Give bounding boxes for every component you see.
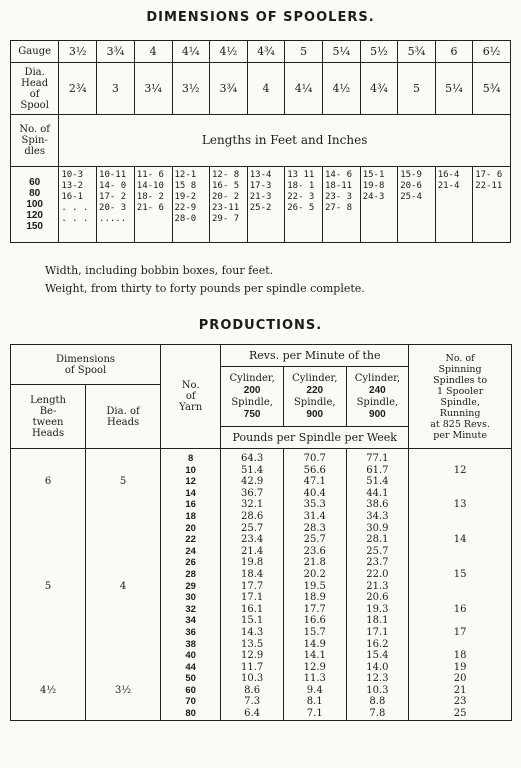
yarn-number: 24 bbox=[185, 545, 196, 557]
gauge-value: 5¼ bbox=[322, 41, 360, 63]
length-cell: 16-4 21-4 bbox=[435, 167, 473, 243]
pounds-value: 77.1 bbox=[366, 453, 389, 464]
dia-value bbox=[86, 465, 160, 477]
dia-value: 5 bbox=[119, 476, 127, 488]
dia-value bbox=[86, 615, 160, 627]
length-header: Length Be- tween Heads bbox=[11, 385, 86, 449]
length-value bbox=[11, 523, 85, 535]
length-cell: 10-11 14- 0 17- 2 20- 3 ..... bbox=[97, 167, 135, 243]
dia-value bbox=[86, 650, 160, 662]
pounds-value: 38.6 bbox=[366, 499, 389, 511]
pounds-value: 8.6 bbox=[244, 684, 261, 696]
spoolers-title: DIMENSIONS OF SPOOLERS. bbox=[146, 10, 375, 25]
length-cell: 13 11 18- 1 22- 3 26- 5 bbox=[285, 167, 323, 243]
length-value bbox=[11, 673, 85, 685]
spinning-ratio: 18 bbox=[453, 650, 467, 662]
yarn-number: 29 bbox=[185, 580, 196, 592]
gauge-value: 6 bbox=[435, 41, 473, 63]
pounds-value: 18.9 bbox=[303, 592, 326, 604]
length-cell: 13-4 17-3 21-3 25-2 bbox=[247, 167, 285, 243]
dia-value bbox=[86, 673, 160, 685]
cylinder-rpm: 200 bbox=[243, 384, 261, 396]
head-value: 2¾ bbox=[59, 63, 97, 115]
pounds-value: 36.7 bbox=[240, 487, 264, 499]
length-value bbox=[11, 511, 85, 523]
length-value: 4½ bbox=[39, 684, 57, 696]
pounds-header: Pounds per Spindle per Week bbox=[221, 427, 409, 449]
pounds-value: 14.0 bbox=[366, 661, 389, 673]
length-column bbox=[11, 449, 86, 721]
pounds-value: 42.9 bbox=[240, 476, 264, 488]
dia-value bbox=[86, 604, 160, 616]
pounds-value: 16.6 bbox=[303, 615, 326, 627]
pounds-value: 7.3 bbox=[244, 696, 261, 708]
head-value: 5¼ bbox=[435, 63, 473, 115]
cylinder-count: 900 bbox=[306, 408, 324, 420]
pounds-value: 11.3 bbox=[303, 673, 326, 685]
length-cell: 10-3 13-2 16-1 . . . . . . bbox=[59, 167, 97, 243]
yarn-number: 80 bbox=[185, 708, 196, 720]
pounds-value: 11.7 bbox=[240, 661, 264, 673]
pounds-value: 64.3 bbox=[240, 453, 264, 464]
spinning-ratio bbox=[409, 523, 511, 535]
length-cell: 11- 6 14-10 18- 2 21- 6 bbox=[134, 167, 172, 243]
pounds-value: 10.3 bbox=[240, 673, 264, 685]
pounds-value: 19.3 bbox=[366, 603, 389, 615]
spinning-ratio: 23 bbox=[453, 696, 467, 708]
cylinder-label: Cylinder, bbox=[292, 372, 338, 384]
productions-title: PRODUCTIONS. bbox=[198, 318, 323, 333]
pounds-value: 17.1 bbox=[240, 592, 264, 604]
pounds-value: 21.3 bbox=[366, 580, 389, 592]
head-label: Dia. Head of Spool bbox=[11, 63, 59, 115]
spinning-ratio bbox=[409, 639, 511, 651]
cylinder-header bbox=[283, 367, 346, 427]
gauge-value: 4 bbox=[134, 41, 172, 63]
yarn-number: 10 bbox=[185, 464, 196, 476]
length-value: 6 bbox=[44, 476, 52, 488]
spoolers-table bbox=[10, 40, 511, 243]
length-cell: 15-9 20-6 25-4 bbox=[398, 167, 436, 243]
yarn-number: 36 bbox=[185, 626, 196, 638]
head-value: 4¼ bbox=[285, 63, 323, 115]
length-value bbox=[11, 534, 85, 546]
dia-value bbox=[86, 708, 160, 720]
yarn-number: 8 bbox=[188, 453, 194, 464]
pounds-value: 19.5 bbox=[303, 580, 326, 592]
pounds-value: 20.2 bbox=[303, 568, 326, 580]
cylinder-count: 900 bbox=[369, 408, 386, 420]
dia-value bbox=[86, 488, 160, 500]
pounds-value: 32.1 bbox=[240, 499, 264, 511]
pounds-value: 6.4 bbox=[244, 708, 261, 720]
head-value: 3¼ bbox=[134, 63, 172, 115]
head-value: 4 bbox=[247, 63, 285, 115]
length-value: 5 bbox=[44, 580, 52, 592]
length-cell: 15-1 19-8 24-3 bbox=[360, 167, 398, 243]
length-value bbox=[11, 662, 85, 674]
dia-column bbox=[86, 449, 161, 721]
dia-value bbox=[86, 627, 160, 639]
dia-value bbox=[86, 696, 160, 708]
dia-header: Dia. of Heads bbox=[86, 385, 161, 449]
spinning-ratio: 25 bbox=[453, 708, 467, 720]
head-value: 3½ bbox=[172, 63, 210, 115]
gauge-label: Gauge bbox=[11, 41, 59, 63]
pounds-value: 47.1 bbox=[303, 476, 326, 488]
length-value bbox=[11, 627, 85, 639]
yarn-number: 16 bbox=[185, 499, 196, 511]
pounds-value: 14.1 bbox=[303, 650, 326, 662]
spindle-counts: 60 80 100 120 150 bbox=[11, 167, 59, 243]
pounds-value: 44.1 bbox=[366, 487, 389, 499]
length-value bbox=[11, 708, 85, 720]
spinning-ratio: 19 bbox=[453, 661, 467, 673]
yarn-number: 22 bbox=[185, 534, 196, 546]
cylinder-label: Cylinder, bbox=[354, 372, 401, 384]
head-value: 3 bbox=[97, 63, 135, 115]
dia-value bbox=[86, 662, 160, 674]
gauge-value: 5 bbox=[285, 41, 323, 63]
spinning-ratio bbox=[409, 511, 511, 523]
pounds-value: 28.3 bbox=[303, 522, 326, 534]
productions-table bbox=[10, 344, 512, 721]
yarn-number: 44 bbox=[185, 661, 196, 673]
gauge-value: 4¾ bbox=[247, 41, 285, 63]
yarn-number: 30 bbox=[185, 592, 196, 604]
yarn-number: 50 bbox=[185, 673, 196, 685]
length-value bbox=[11, 546, 85, 558]
dia-value bbox=[86, 639, 160, 651]
pounds-value: 28.1 bbox=[366, 534, 389, 546]
pounds-value: 12.3 bbox=[366, 673, 389, 685]
length-cell: 12- 8 16- 5 20- 2 23-11 29- 7 bbox=[210, 167, 248, 243]
spinning-header: No. of Spinning Spindles to 1 Spooler Spindle, Running at 825 Revs. per Minute bbox=[409, 345, 512, 449]
pounds-value: 12.9 bbox=[240, 650, 264, 662]
length-value bbox=[11, 465, 85, 477]
dimensions-header: Dimensions of Spool bbox=[11, 345, 161, 385]
spinning-ratio bbox=[409, 453, 511, 465]
c220-column bbox=[283, 449, 346, 721]
spinning-ratio: 12 bbox=[453, 464, 467, 476]
cylinder-header bbox=[346, 367, 409, 427]
cylinder-rpm: 220 bbox=[306, 384, 324, 396]
pounds-value: 7.8 bbox=[369, 708, 386, 720]
head-value: 5 bbox=[398, 63, 436, 115]
dia-value bbox=[86, 511, 160, 523]
dia-value bbox=[86, 557, 160, 569]
dia-value bbox=[86, 453, 160, 465]
yarn-number: 14 bbox=[185, 487, 196, 499]
pounds-value: 61.7 bbox=[366, 464, 389, 476]
length-value bbox=[11, 569, 85, 581]
length-value bbox=[11, 615, 85, 627]
pounds-value: 25.7 bbox=[366, 545, 389, 557]
spindles-label: No. of Spin- dles bbox=[11, 115, 59, 167]
spinning-ratio: 16 bbox=[453, 603, 467, 615]
yarn-number: 34 bbox=[185, 615, 196, 627]
spinning-column bbox=[409, 449, 512, 721]
head-value: 4½ bbox=[322, 63, 360, 115]
length-value bbox=[11, 604, 85, 616]
lengths-header: Lengths in Feet and Inches bbox=[59, 115, 511, 167]
pounds-value: 8.1 bbox=[306, 696, 323, 708]
head-value: 5¾ bbox=[473, 63, 511, 115]
gauge-value: 3½ bbox=[59, 41, 97, 63]
pounds-value: 18.4 bbox=[240, 568, 264, 580]
cylinder-rpm: 240 bbox=[369, 384, 386, 396]
pounds-value: 20.6 bbox=[366, 592, 389, 604]
pounds-value: 28.6 bbox=[240, 510, 264, 522]
pounds-value: 40.4 bbox=[303, 487, 326, 499]
dia-value: 4 bbox=[119, 580, 127, 592]
pounds-value: 15.4 bbox=[366, 650, 389, 662]
pounds-value: 13.5 bbox=[240, 638, 264, 650]
spinning-ratio bbox=[409, 476, 511, 488]
pounds-value: 19.8 bbox=[240, 557, 264, 569]
dia-value bbox=[86, 523, 160, 535]
pounds-value: 23.4 bbox=[240, 534, 264, 546]
gauge-value: 4½ bbox=[210, 41, 248, 63]
pounds-value: 25.7 bbox=[303, 534, 326, 546]
spinning-ratio bbox=[409, 615, 511, 627]
cylinder-header bbox=[221, 367, 284, 427]
yarn-number: 38 bbox=[185, 638, 196, 650]
dia-value bbox=[86, 499, 160, 511]
pounds-value: 51.4 bbox=[366, 476, 389, 488]
pounds-value: 22.0 bbox=[366, 568, 389, 580]
spinning-ratio: 17 bbox=[453, 626, 467, 638]
dia-value bbox=[86, 534, 160, 546]
pounds-value: 12.9 bbox=[303, 661, 326, 673]
length-value bbox=[11, 696, 85, 708]
dia-value bbox=[86, 569, 160, 581]
pounds-value: 25.7 bbox=[240, 522, 264, 534]
length-cell: 12-1 15 8 19-2 22-9 28-0 bbox=[172, 167, 210, 243]
pounds-value: 15.1 bbox=[240, 615, 264, 627]
yarn-column bbox=[161, 449, 221, 721]
length-value bbox=[11, 488, 85, 500]
pounds-value: 21.8 bbox=[303, 557, 326, 569]
length-cell: 17- 6 22-11 bbox=[473, 167, 511, 243]
spinning-ratio: 13 bbox=[453, 499, 467, 511]
pounds-value: 14.9 bbox=[303, 638, 326, 650]
head-value: 4¾ bbox=[360, 63, 398, 115]
length-value bbox=[11, 592, 85, 604]
cylinder-spindle: Spindle, bbox=[293, 396, 336, 408]
gauge-value: 6½ bbox=[473, 41, 511, 63]
pounds-value: 16.1 bbox=[240, 603, 264, 615]
yarn-header: No. of Yarn bbox=[161, 345, 221, 449]
pounds-value: 31.4 bbox=[303, 510, 326, 522]
yarn-number: 26 bbox=[185, 557, 196, 569]
yarn-number: 70 bbox=[185, 696, 196, 708]
spinning-ratio: 15 bbox=[453, 568, 467, 580]
cylinder-label: Cylinder, bbox=[229, 372, 275, 384]
width-note: Width, including bobbin boxes, four feet. bbox=[45, 264, 274, 277]
pounds-value: 35.3 bbox=[303, 499, 326, 511]
pounds-value: 30.9 bbox=[366, 522, 389, 534]
spinning-ratio bbox=[409, 592, 511, 604]
weight-note: Weight, from thirty to forty pounds per spindle complete. bbox=[45, 282, 365, 295]
pounds-value: 21.4 bbox=[240, 545, 264, 557]
pounds-value: 7.1 bbox=[306, 708, 323, 720]
gauge-value: 3¾ bbox=[97, 41, 135, 63]
pounds-value: 8.8 bbox=[369, 696, 386, 708]
revs-header: Revs. per Minute of the bbox=[221, 345, 409, 367]
pounds-value: 15.7 bbox=[303, 626, 326, 638]
c240-column bbox=[346, 449, 409, 721]
pounds-value: 23.6 bbox=[303, 545, 326, 557]
gauge-value: 4¼ bbox=[172, 41, 210, 63]
spinning-ratio bbox=[409, 546, 511, 558]
dia-value bbox=[86, 546, 160, 558]
gauge-value: 5¾ bbox=[398, 41, 436, 63]
dia-value: 3½ bbox=[115, 684, 132, 696]
yarn-number: 12 bbox=[185, 476, 196, 488]
pounds-value: 51.4 bbox=[240, 464, 264, 476]
length-value bbox=[11, 639, 85, 651]
pounds-value: 18.1 bbox=[366, 615, 389, 627]
pounds-value: 9.4 bbox=[306, 684, 323, 696]
yarn-number: 32 bbox=[185, 603, 196, 615]
spinning-ratio bbox=[409, 581, 511, 593]
spinning-ratio: 21 bbox=[453, 684, 467, 696]
yarn-number: 20 bbox=[185, 522, 196, 534]
cylinder-spindle: Spindle, bbox=[356, 396, 399, 408]
pounds-value: 56.6 bbox=[303, 464, 326, 476]
spinning-ratio: 14 bbox=[453, 534, 467, 546]
pounds-value: 23.7 bbox=[366, 557, 389, 569]
pounds-value: 70.7 bbox=[303, 453, 326, 464]
pounds-value: 34.3 bbox=[366, 510, 389, 522]
cylinder-count: 750 bbox=[243, 408, 261, 420]
spinning-ratio bbox=[409, 488, 511, 500]
yarn-number: 40 bbox=[185, 650, 196, 662]
c200-column bbox=[221, 449, 284, 721]
pounds-value: 10.3 bbox=[366, 684, 389, 696]
length-value bbox=[11, 557, 85, 569]
head-value: 3¾ bbox=[210, 63, 248, 115]
pounds-value: 16.2 bbox=[366, 638, 389, 650]
pounds-value: 17.7 bbox=[240, 580, 264, 592]
length-cell: 14- 6 18-11 23- 3 27- 8 bbox=[322, 167, 360, 243]
gauge-value: 5½ bbox=[360, 41, 398, 63]
spinning-ratio bbox=[409, 557, 511, 569]
spinning-ratio: 20 bbox=[453, 673, 467, 685]
length-value bbox=[11, 453, 85, 465]
yarn-number: 60 bbox=[185, 684, 196, 696]
length-value bbox=[11, 499, 85, 511]
yarn-number: 18 bbox=[185, 510, 196, 522]
cylinder-spindle: Spindle, bbox=[231, 396, 273, 408]
dia-value bbox=[86, 592, 160, 604]
yarn-number: 28 bbox=[185, 568, 196, 580]
pounds-value: 14.3 bbox=[240, 626, 264, 638]
length-value bbox=[11, 650, 85, 662]
pounds-value: 17.1 bbox=[366, 626, 389, 638]
pounds-value: 17.7 bbox=[303, 603, 326, 615]
